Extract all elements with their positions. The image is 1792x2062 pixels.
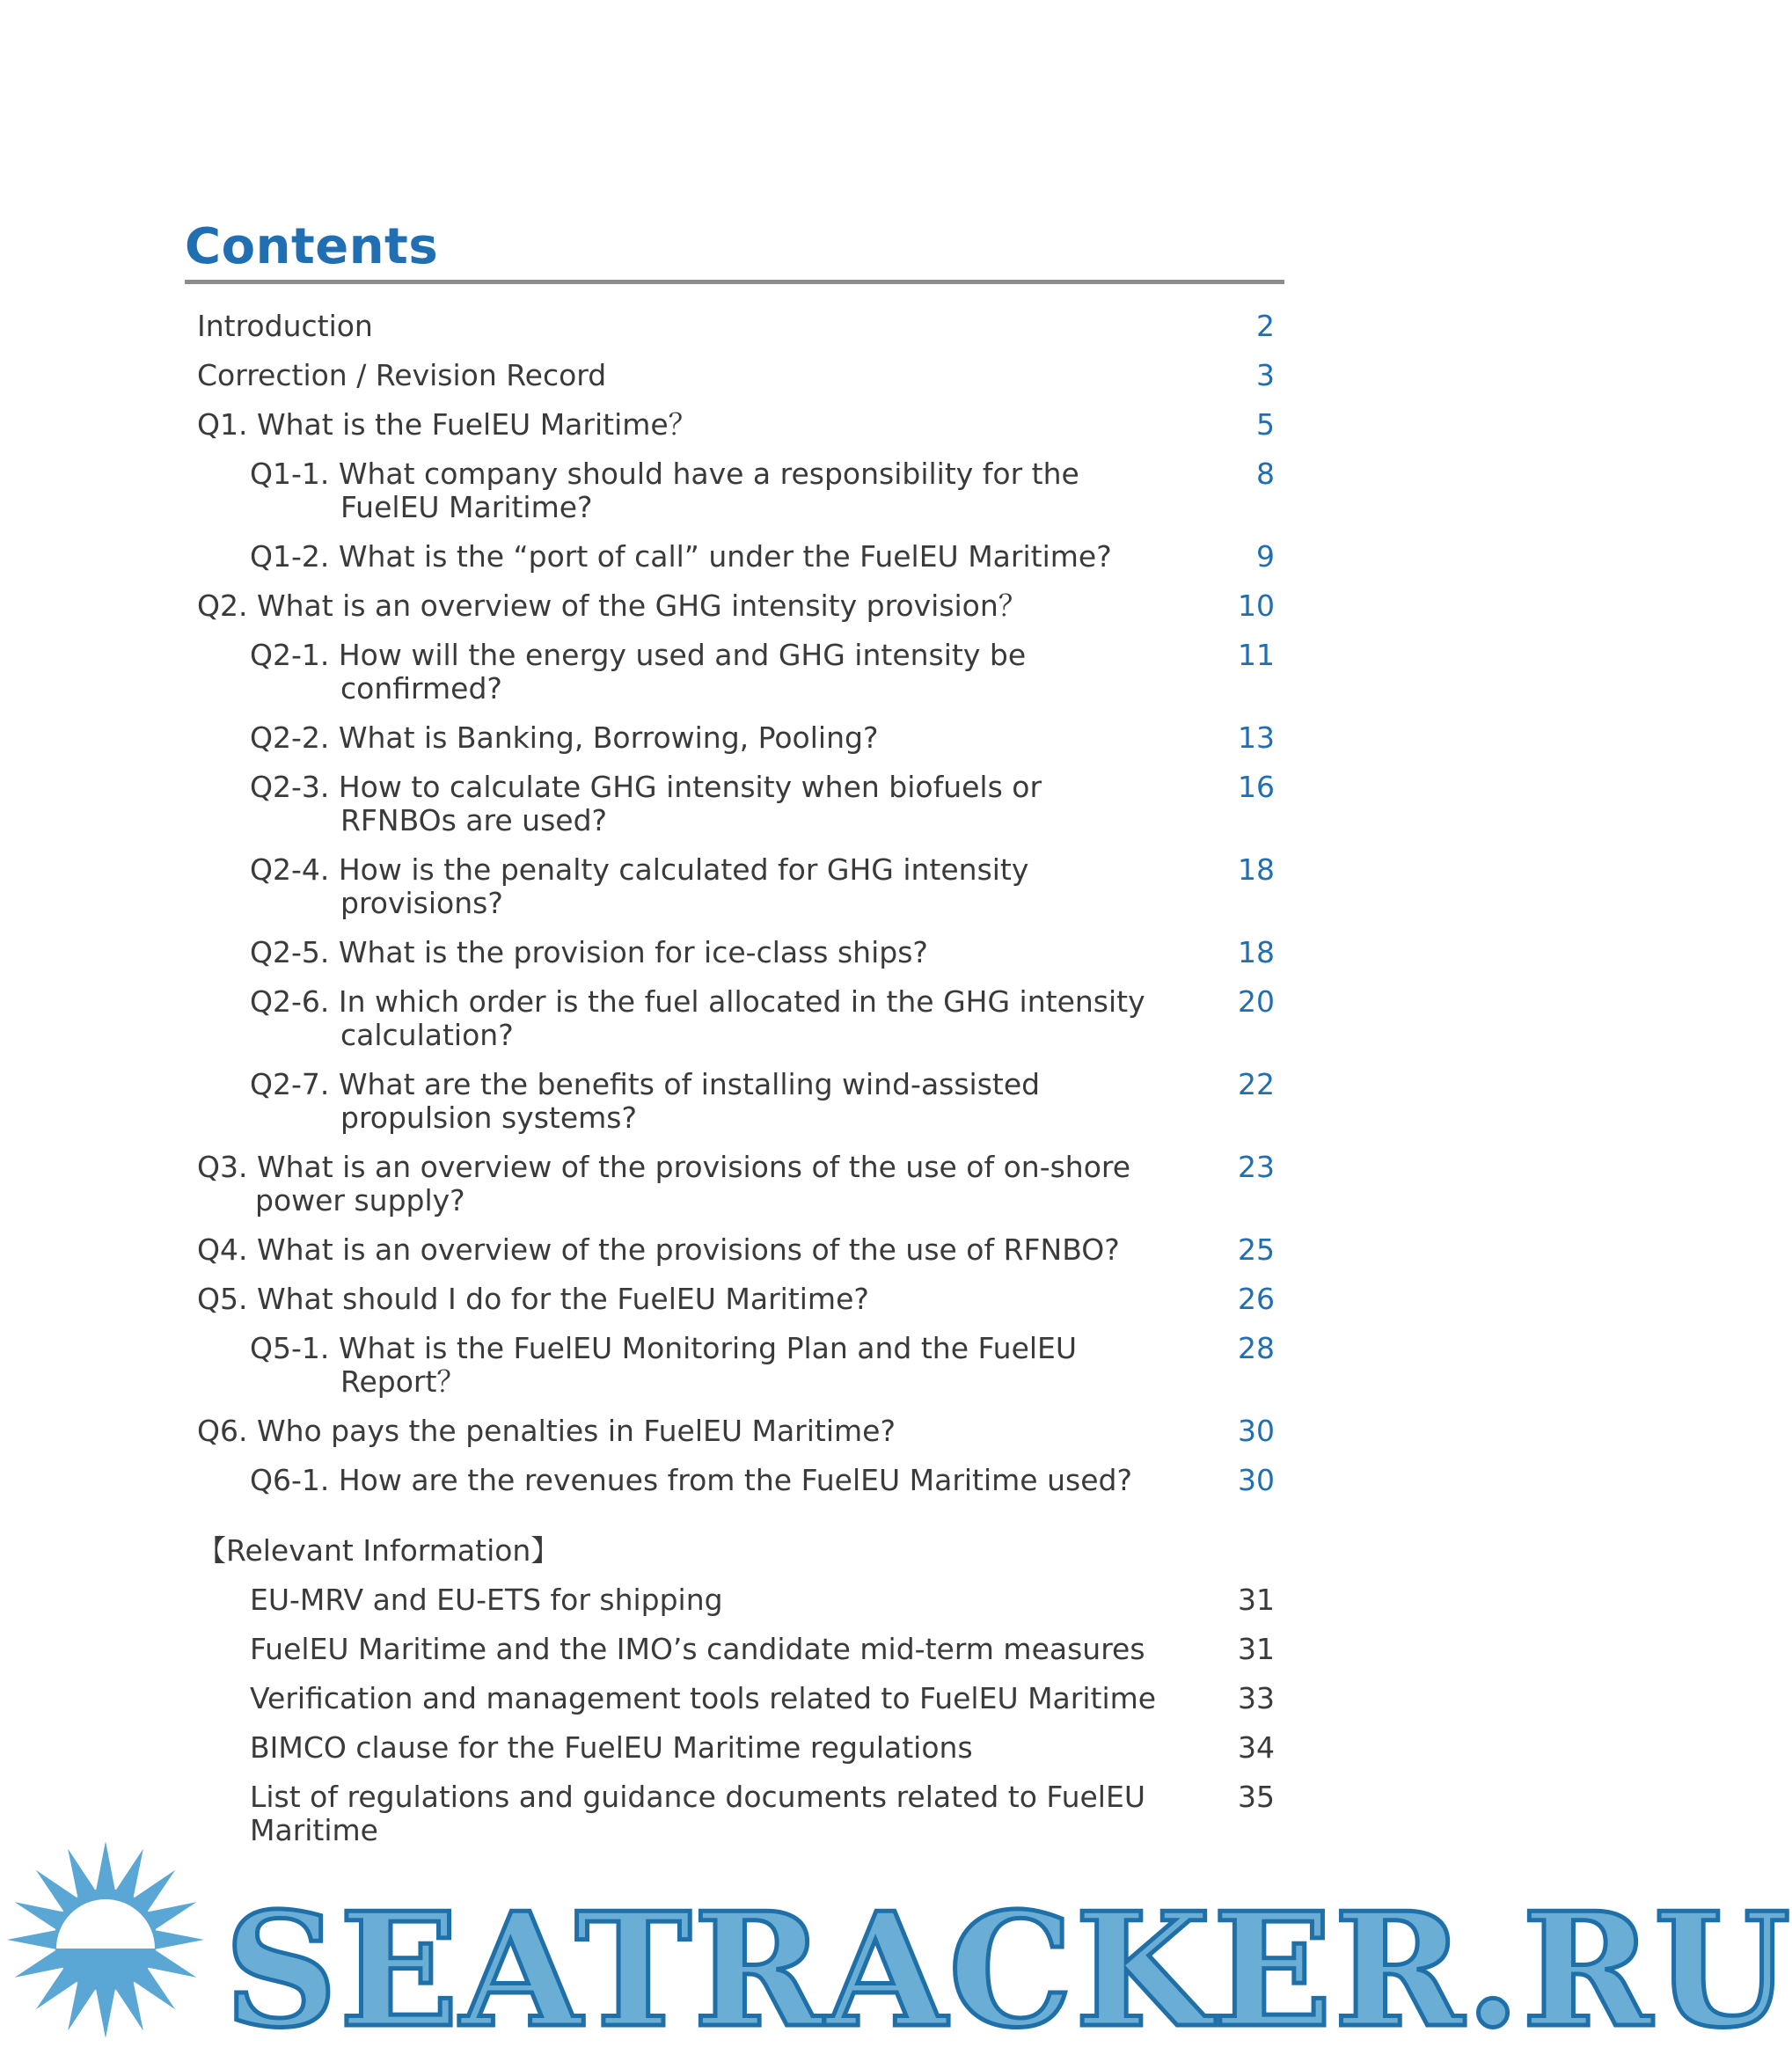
toc-page-number: 18 bbox=[1238, 852, 1275, 887]
toc-entry-q1-1[interactable] bbox=[250, 457, 1275, 524]
toc-page-number: 9 bbox=[1256, 539, 1275, 574]
toc-page-number: 16 bbox=[1238, 770, 1275, 804]
toc-entry-text: Q4. What is an overview of the provisions of the use of RFNBO? bbox=[197, 1232, 1120, 1267]
watermark-text: SEATRACKER.RU bbox=[224, 1878, 1792, 2062]
toc-entry-text: Q6. Who pays the penalties in FuelEU Maritime? bbox=[197, 1414, 896, 1448]
page-title: Contents bbox=[185, 218, 439, 275]
toc-page-number: 23 bbox=[1238, 1150, 1275, 1184]
toc-entry-regulations-list[interactable] bbox=[250, 1780, 1275, 1847]
toc-entry-text: Q2-4. How is the penalty calculated for GHG intensity provisions? bbox=[250, 852, 1029, 920]
toc-page-number: 11 bbox=[1238, 638, 1275, 672]
toc-page-number: 22 bbox=[1238, 1067, 1275, 1101]
toc-page-number: 20 bbox=[1238, 984, 1275, 1019]
toc-page-number: 10 bbox=[1238, 589, 1275, 623]
toc-entry-q2-3[interactable] bbox=[250, 771, 1275, 837]
toc-page-number: 31 bbox=[1238, 1583, 1275, 1617]
toc-page-number: 33 bbox=[1238, 1681, 1275, 1715]
toc-entry-text: Correction / Revision Record bbox=[197, 358, 607, 392]
toc-entry-text: FuelEU Maritime and the IMO’s candidate mid-term measures bbox=[250, 1632, 1145, 1666]
toc-page-number: 30 bbox=[1238, 1414, 1275, 1448]
toc-entry-text: Q1-2. What is the “port of call” under the FuelEU Maritime? bbox=[250, 539, 1112, 574]
toc-entry-q3[interactable] bbox=[197, 1151, 1275, 1217]
toc-entry-text: Q1. What is the FuelEU Maritime？ bbox=[197, 407, 698, 442]
toc-entry-text: Q1-1. What company should have a responsibility for the FuelEU Maritime? bbox=[250, 457, 1079, 524]
toc-entry-q2-7[interactable] bbox=[250, 1068, 1275, 1135]
toc-entry-q5-1[interactable] bbox=[250, 1332, 1275, 1399]
toc-page-number: 34 bbox=[1238, 1730, 1275, 1765]
toc-page-number: 25 bbox=[1238, 1232, 1275, 1267]
relevant-information-heading: 【Relevant Information】 bbox=[197, 1533, 560, 1568]
toc-entry-text: BIMCO clause for the FuelEU Maritime regulations bbox=[250, 1730, 973, 1765]
toc-entry-q2-6[interactable] bbox=[250, 985, 1275, 1052]
toc-entry-q2-4[interactable] bbox=[250, 853, 1275, 920]
toc-page-number: 13 bbox=[1238, 720, 1275, 755]
toc-entry-text: Q3. What is an overview of the provisions of the use of on-shore power supply? bbox=[197, 1150, 1131, 1217]
toc-entry-q2-1[interactable] bbox=[250, 639, 1275, 706]
toc-entry-text: EU-MRV and EU-ETS for shipping bbox=[250, 1583, 723, 1617]
toc-page-number: 28 bbox=[1238, 1331, 1275, 1365]
toc-entry-text: Q5-1. What is the FuelEU Monitoring Plan and the FuelEU Report？ bbox=[250, 1331, 1078, 1399]
toc-entry-text: Q5. What should I do for the FuelEU Maritime? bbox=[197, 1282, 869, 1316]
toc-entry-text: Q2-6. In which order is the fuel allocated in the GHG intensity calculation? bbox=[250, 984, 1145, 1052]
toc-page-number: 5 bbox=[1256, 407, 1275, 442]
toc-page-number: 30 bbox=[1238, 1463, 1275, 1497]
toc-entry-text: Q2-5. What is the provision for ice-class ships? bbox=[250, 935, 928, 969]
toc-entry-text: Q2. What is an overview of the GHG intensity provision？ bbox=[197, 589, 1028, 623]
toc-page-number: 31 bbox=[1238, 1632, 1275, 1666]
toc-entry-text: Q2-3. How to calculate GHG intensity when biofuels or RFNBOs are used? bbox=[250, 770, 1042, 837]
toc-page-number: 26 bbox=[1238, 1282, 1275, 1316]
toc-entry-text: Verification and management tools related to FuelEU Maritime bbox=[250, 1681, 1157, 1715]
toc-page-number: 18 bbox=[1238, 935, 1275, 969]
toc-entry-text: Introduction bbox=[197, 309, 373, 343]
toc-entry-text: Q2-1. How will the energy used and GHG intensity be confirmed? bbox=[250, 638, 1027, 706]
toc-page-number: 3 bbox=[1256, 358, 1275, 392]
title-divider bbox=[185, 280, 1284, 284]
toc-page-number: 2 bbox=[1256, 309, 1275, 343]
toc-entry-text: List of regulations and guidance documents related to FuelEU Maritime bbox=[250, 1780, 1145, 1847]
toc-entry-text: Q6-1. How are the revenues from the FuelEU Maritime used? bbox=[250, 1463, 1132, 1497]
toc-entry-text: Q2-7. What are the benefits of installing wind-assisted propulsion systems? bbox=[250, 1067, 1041, 1135]
toc-page-number: 8 bbox=[1256, 457, 1275, 491]
toc-page-number: 35 bbox=[1238, 1780, 1275, 1814]
toc-entry-text: Q2-2. What is Banking, Borrowing, Pooling? bbox=[250, 720, 879, 755]
